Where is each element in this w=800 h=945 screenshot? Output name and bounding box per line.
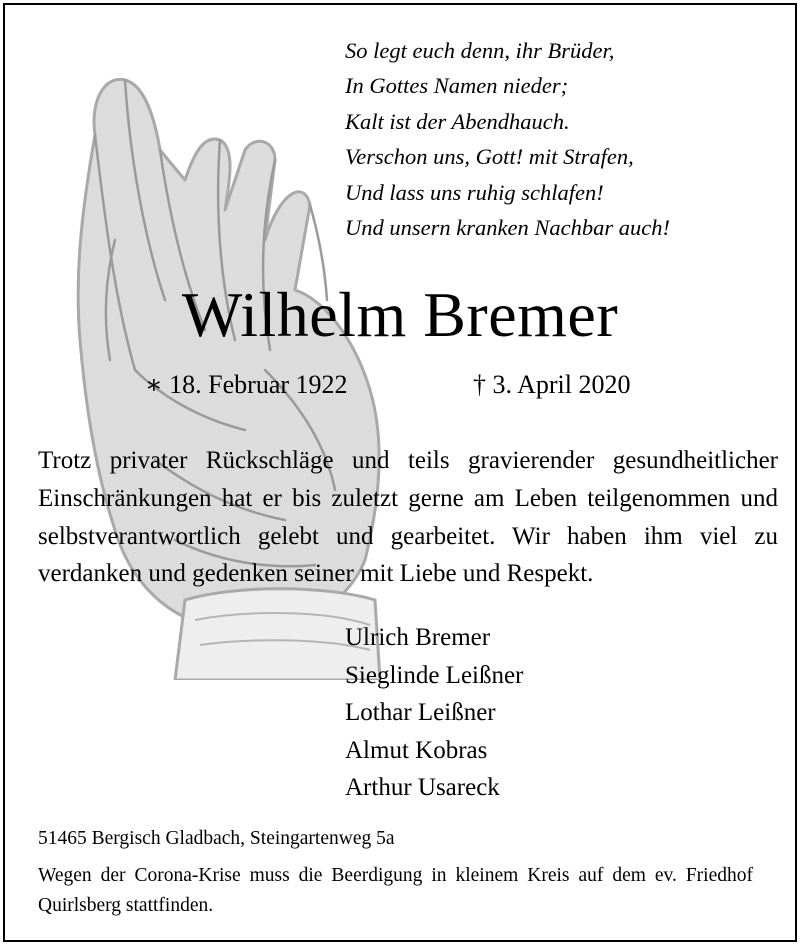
funeral-note: Wegen der Corona-Krise muss die Beerdigung in kleinem Kreis auf dem ev. Friedhof Quirlsberg stattfinden. — [38, 865, 753, 916]
mourners-list — [345, 619, 523, 807]
mourner-name: Lothar Leißner — [345, 699, 496, 726]
poem-line: Kalt ist der Abendhauch. — [345, 108, 570, 134]
deceased-name: Wilhelm Bremer — [181, 279, 619, 350]
mourner-name: Arthur Usareck — [345, 774, 500, 801]
birth-date: ∗ 18. Februar 1922 — [145, 370, 348, 399]
mourner-name: Ulrich Bremer — [345, 624, 491, 651]
mourner-name: Almut Kobras — [345, 736, 488, 764]
poem-line: So legt euch denn, ihr Brüder, — [345, 38, 615, 63]
poem-line: Und lass uns ruhig schlafen! — [345, 179, 604, 205]
mourner-name: Sieglinde Leißner — [345, 661, 524, 689]
poem-line: Und unsern kranken Nachbar auch! — [345, 215, 670, 241]
memorial-text: Trotz privater Rückschläge und teils gravierender gesundheitlicher Einschränkungen hat er bis zuletzt gerne am Leben teilgenommen und selbstverantwortlich gelebt und gearbeitet. Wir haben ihm viel zu verdanken und gedenken seiner mit Liebe und Respekt. — [38, 447, 778, 588]
poem — [345, 33, 670, 245]
obituary-notice — [3, 3, 797, 942]
poem-line: In Gottes Namen nieder; — [345, 73, 569, 99]
death-date: † 3. April 2020 — [473, 370, 631, 399]
family-address: 51465 Bergisch Gladbach, Steingartenweg 5a — [38, 828, 395, 849]
poem-line: Verschon uns, Gott! mit Strafen, — [345, 144, 634, 170]
